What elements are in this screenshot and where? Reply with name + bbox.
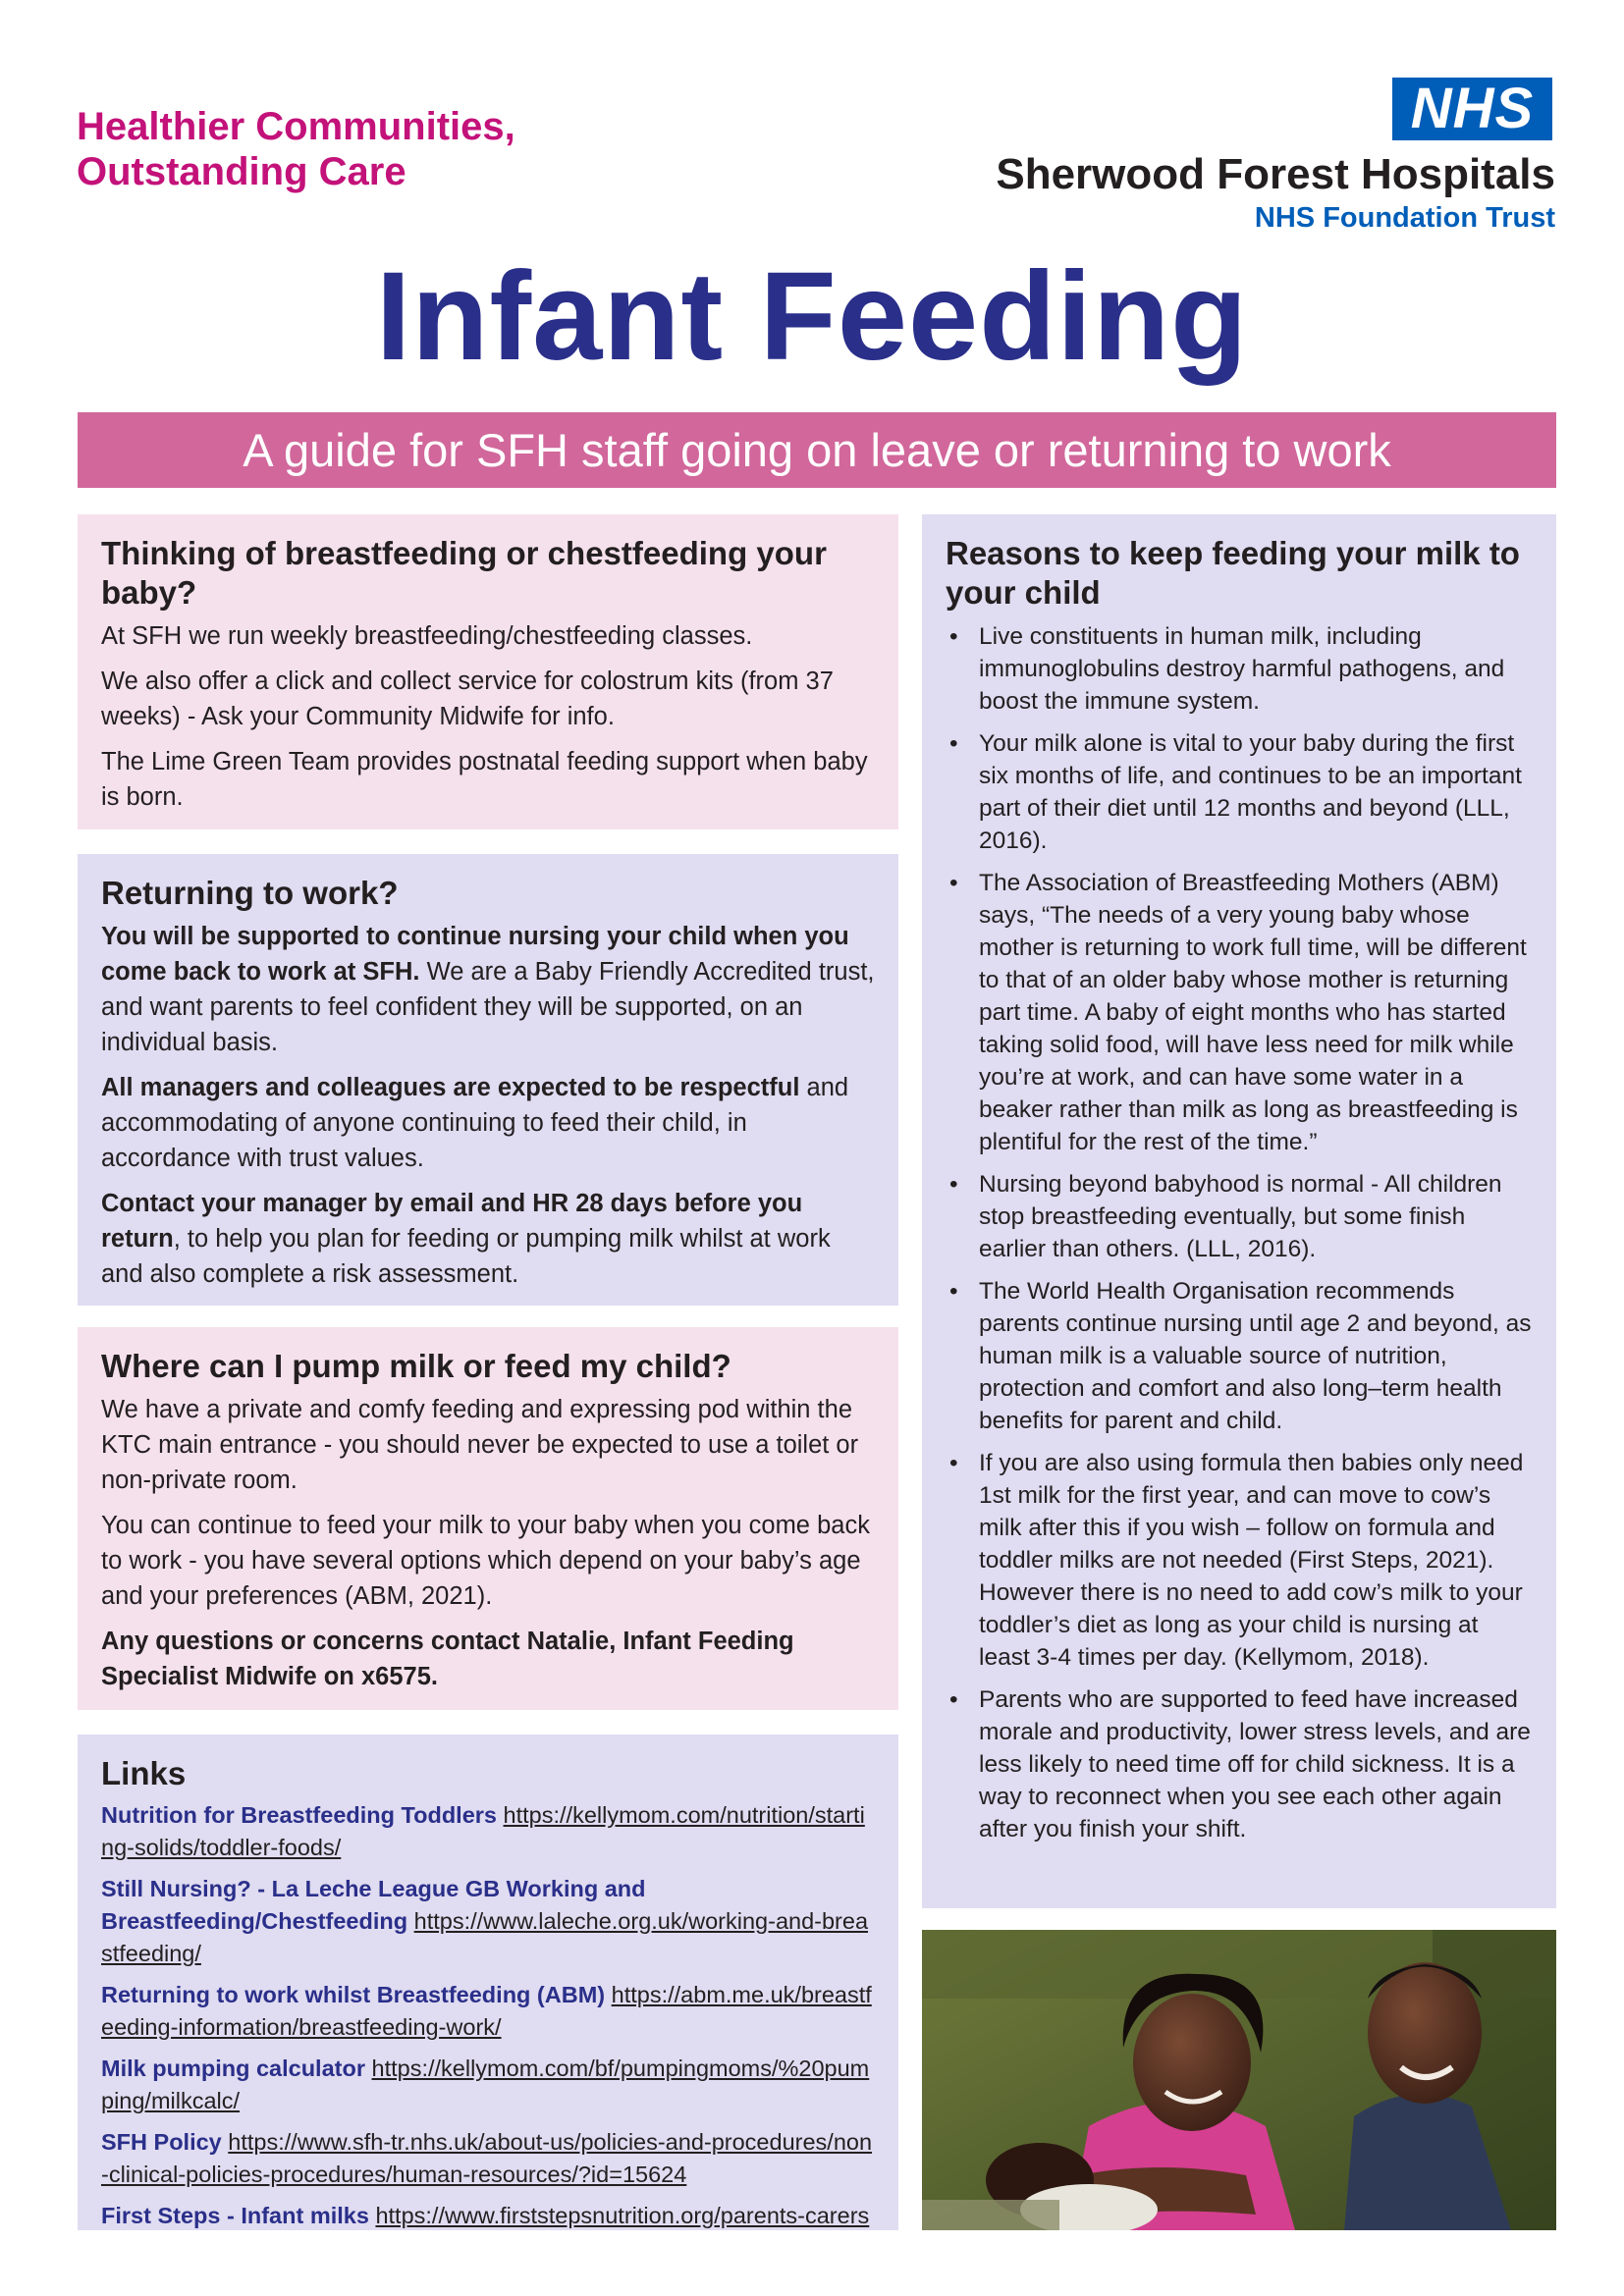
link-item <box>101 1873 875 1970</box>
reason-text: Parents who are supported to feed have increased morale and productivity, lower stress levels, and are less likely to need time off for child sickness. It is a way to reconnect when you see each other again after you finish your shift. <box>979 1686 1531 1842</box>
bullet-icon: • <box>949 730 958 757</box>
link-item <box>101 2200 875 2232</box>
thinking-paragraph-2: We also offer a click and collect service for colostrum kits (from 37 weeks) - Ask your Community Midwife for info. <box>101 667 834 730</box>
returning-p2-bold: All managers and colleagues are expected to be respectful <box>101 1074 800 1101</box>
link-url[interactable]: https://abm.me.uk/breastfeeding-information/breastfeeding-work/ <box>101 1982 872 2040</box>
link-item <box>101 1799 875 1864</box>
org-name: Sherwood Forest Hospitals <box>996 150 1555 198</box>
thinking-paragraph-3: The Lime Green Team provides postnatal feeding support when baby is born. <box>101 748 868 811</box>
pump-paragraph-1: We have a private and comfy feeding and expressing pod within the KTC main entrance - you should never be expected to use a toilet or non-private room. <box>101 1396 859 1494</box>
nhs-logo: NHS <box>1392 78 1552 140</box>
thinking-heading: Thinking of breastfeeding or chestfeeding your baby? <box>101 535 827 611</box>
link-title: Nutrition for Breastfeeding Toddlers <box>101 1802 497 1828</box>
link-url[interactable]: https://www.sfh-tr.nhs.uk/about-us/policies-and-procedures/non-clinical-policies-procedures/human-resources/?id=15624 <box>101 2129 873 2187</box>
returning-p1-text: We are a Baby Friendly Accredited trust, and want parents to feel confident they will be supported, on an individual basis. <box>101 958 875 1056</box>
returning-paragraph-1 <box>101 919 875 1060</box>
reasons-heading: Reasons to keep feeding your milk to your child <box>946 535 1520 611</box>
link-url[interactable]: https://kellymom.com/nutrition/starting-solids/toddler-foods/ <box>101 1802 865 1860</box>
returning-p1-bold: You will be supported to continue nursing your child when you come back to work at SFH. <box>101 923 849 986</box>
returning-paragraph-2 <box>101 1070 875 1176</box>
link-item <box>101 1979 875 2044</box>
page-title: Infant Feeding <box>375 246 1249 387</box>
reason-text: Live constituents in human milk, including immunoglobulins destroy harmful pathogens, and boost the immune system. <box>979 623 1505 715</box>
thinking-paragraph-1: At SFH we run weekly breastfeeding/chestfeeding classes. <box>101 622 753 650</box>
reason-text: Your milk alone is vital to your baby during the first six months of life, and continues to be an important part of their diet until 12 months and beyond (LLL, 2016). <box>979 730 1522 854</box>
thinking-section <box>78 514 898 829</box>
list-item <box>946 1447 1533 1674</box>
pump-heading: Where can I pump milk or feed my child? <box>101 1348 731 1384</box>
links-heading: Links <box>101 1755 187 1791</box>
list-item <box>946 1683 1533 1845</box>
link-url[interactable]: https://kellymom.com/bf/pumpingmoms/%20pumping/milkcalc/ <box>101 2056 870 2113</box>
pump-paragraph-2: You can continue to feed your milk to your baby when you come back to work - you have several options which depend on your baby’s age and your preferences (ABM, 2021). <box>101 1512 870 1610</box>
returning-heading: Returning to work? <box>101 875 399 911</box>
subtitle-banner: A guide for SFH staff going on leave or returning to work <box>78 412 1556 488</box>
pump-paragraph-3: Any questions or concerns contact Natalie, Infant Feeding Specialist Midwife on x6575. <box>101 1628 794 1690</box>
link-title: Still Nursing? - La Leche League GB Working and Breastfeeding/Chestfeeding <box>101 1876 646 1934</box>
link-title: SFH Policy <box>101 2129 222 2155</box>
returning-paragraph-3 <box>101 1186 875 1292</box>
returning-p3-text: , to help you plan for feeding or pumping milk whilst at work and also complete a risk assessment. <box>101 1225 831 1288</box>
reasons-section <box>922 514 1556 1908</box>
reason-text: If you are also using formula then babies only need 1st milk for the first year, and can move to cow’s milk after this if you wish – follow on formula and toddler milks are not needed (First Steps, 2021). However there is no need to add cow’s milk to your toddler’s diet as long as your child is nursing at least 3-4 times per day. (Kellymom, 2018). <box>979 1450 1524 1671</box>
list-item <box>946 867 1533 1158</box>
link-title: Milk pumping calculator <box>101 2056 365 2081</box>
pump-section <box>78 1327 898 1710</box>
list-item <box>946 620 1533 718</box>
returning-p2-text: and accommodating of anyone continuing to feed their child, in accordance with trust values. <box>101 1074 849 1172</box>
bullet-icon: • <box>949 1686 958 1713</box>
links-section <box>78 1735 898 2230</box>
family-feeding-illustration <box>922 1930 1556 2230</box>
link-title: First Steps - Infant milks <box>101 2203 369 2228</box>
link-url[interactable]: https://www.laleche.org.uk/working-and-breastfeeding/ <box>101 1908 869 1966</box>
link-item <box>101 2126 875 2191</box>
org-subtitle: NHS Foundation Trust <box>1254 202 1555 234</box>
tagline-line-1: Healthier Communities, <box>77 105 515 148</box>
family-feeding-photo <box>922 1930 1556 2230</box>
reason-text: The Association of Breastfeeding Mothers (ABM) says, “The needs of a very young baby whose mother is returning to work full time, will be different to that of an older baby whose mother is returning part time. A baby of eight months who has started taking solid food, will have less need for milk while you’re at work, and can have some water in a beaker rather than milk as long as breastfeeding is plentiful for the rest of the time.” <box>979 870 1527 1155</box>
link-title: Returning to work whilst Breastfeeding (ABM) <box>101 1982 606 2007</box>
tagline-line-2: Outstanding Care <box>77 150 406 193</box>
reason-text: Nursing beyond babyhood is normal - All children stop breastfeeding eventually, but some finish earlier than others. (LLL, 2016). <box>979 1171 1502 1262</box>
list-item <box>946 1168 1533 1265</box>
bullet-icon: • <box>949 1171 958 1198</box>
link-item <box>101 2053 875 2117</box>
returning-p3-bold: Contact your manager by email and HR 28 days before you return <box>101 1190 803 1253</box>
reasons-list <box>946 620 1533 1845</box>
reason-text: The World Health Organisation recommends parents continue nursing until age 2 and beyond, as human milk is a valuable source of nutrition, protection and comfort and also long–term health benefits for parent and child. <box>979 1278 1532 1434</box>
bullet-icon: • <box>949 623 958 650</box>
bullet-icon: • <box>949 1450 958 1476</box>
tagline <box>77 104 587 194</box>
list-item <box>946 1275 1533 1437</box>
bullet-icon: • <box>949 1278 958 1305</box>
bullet-icon: • <box>949 870 958 896</box>
list-item <box>946 727 1533 857</box>
link-url[interactable]: https://www.firststepsnutrition.org/parents-carers <box>375 2203 870 2228</box>
returning-section <box>78 854 898 1306</box>
